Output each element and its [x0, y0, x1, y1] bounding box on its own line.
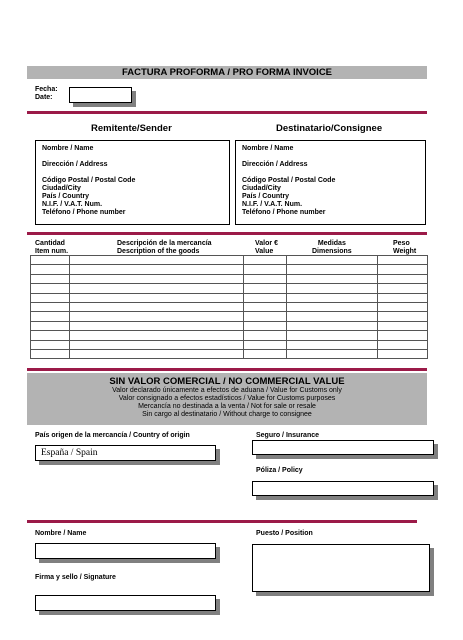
no-value-line-4: Sin cargo al destinatario / Without charge to consignee: [142, 411, 312, 418]
cell-weight[interactable]: [378, 256, 428, 265]
cell-description[interactable]: [69, 293, 244, 302]
insurance-label: Seguro / Insurance: [256, 432, 320, 439]
no-value-heading: SIN VALOR COMERCIAL / NO COMMERCIAL VALUE: [109, 376, 345, 387]
goods-table: [30, 255, 428, 359]
cell-weight[interactable]: [378, 284, 428, 293]
cell-quantity[interactable]: [31, 340, 70, 349]
consignee-heading: Destinatario/Consignee: [276, 123, 383, 134]
cell-value[interactable]: [244, 349, 287, 358]
cell-quantity[interactable]: [31, 312, 70, 321]
cell-quantity[interactable]: [31, 256, 70, 265]
cell-quantity[interactable]: [31, 349, 70, 358]
table-row: [31, 331, 428, 340]
cell-dimensions[interactable]: [287, 340, 378, 349]
origin-label: País origen de la mercancía / Country of origin: [35, 432, 190, 439]
cell-value[interactable]: [244, 274, 287, 283]
cell-dimensions[interactable]: [287, 265, 378, 274]
signature-field[interactable]: [35, 595, 216, 611]
cell-weight[interactable]: [378, 312, 428, 321]
cell-quantity[interactable]: [31, 265, 70, 274]
table-row: [31, 340, 428, 349]
cell-weight[interactable]: [378, 340, 428, 349]
consignee-phone-label: Teléfono / Phone number: [242, 209, 326, 216]
cell-dimensions[interactable]: [287, 293, 378, 302]
position-label: Puesto / Position: [256, 530, 313, 537]
cell-dimensions[interactable]: [287, 302, 378, 311]
position-field[interactable]: [252, 544, 430, 592]
consignee-vat-label: N.I.F. / V.A.T. Num.: [242, 201, 303, 208]
page-title: FACTURA PROFORMA / PRO FORMA INVOICE: [121, 67, 333, 78]
cell-quantity[interactable]: [31, 321, 70, 330]
no-value-line-1: Valor declarado únicamente a efectos de aduana / Value for Customs only: [112, 387, 342, 394]
cell-description[interactable]: [69, 312, 244, 321]
cell-weight[interactable]: [378, 331, 428, 340]
goods-table-body: [31, 256, 428, 359]
signature-label: Firma y sello / Signature: [35, 574, 116, 581]
consignee-address-label: Dirección / Address: [242, 161, 308, 168]
cell-dimensions[interactable]: [287, 312, 378, 321]
table-row: [31, 293, 428, 302]
table-row: [31, 274, 428, 283]
cell-description[interactable]: [69, 331, 244, 340]
cell-value[interactable]: [244, 340, 287, 349]
divider-2: [27, 232, 427, 235]
cell-value[interactable]: [244, 293, 287, 302]
cell-value[interactable]: [244, 265, 287, 274]
cell-dimensions[interactable]: [287, 321, 378, 330]
cell-quantity[interactable]: [31, 331, 70, 340]
cell-quantity[interactable]: [31, 274, 70, 283]
sender-city-label: Ciudad/City: [42, 185, 81, 192]
sender-postal-label: Código Postal / Postal Code: [42, 177, 136, 184]
table-row: [31, 284, 428, 293]
cell-description[interactable]: [69, 274, 244, 283]
col-header-dimensions: Medidas Dimensions: [312, 240, 352, 255]
cell-dimensions[interactable]: [287, 331, 378, 340]
divider-3: [27, 368, 427, 371]
no-value-line-2: Valor consignado a efectos estadísticos / Value for Customs purposes: [118, 395, 336, 402]
table-row: [31, 349, 428, 358]
cell-dimensions[interactable]: [287, 349, 378, 358]
cell-weight[interactable]: [378, 274, 428, 283]
cell-quantity[interactable]: [31, 293, 70, 302]
origin-field[interactable]: [35, 445, 216, 461]
sender-name-label: Nombre / Name: [42, 145, 94, 152]
col-header-quantity: Cantidad Item num.: [35, 240, 69, 255]
table-row: [31, 321, 428, 330]
table-row: [31, 302, 428, 311]
cell-quantity[interactable]: [31, 284, 70, 293]
cell-value[interactable]: [244, 321, 287, 330]
cell-value[interactable]: [244, 256, 287, 265]
cell-description[interactable]: [69, 321, 244, 330]
cell-weight[interactable]: [378, 321, 428, 330]
cell-description[interactable]: [69, 302, 244, 311]
col-header-weight: Peso Weight: [393, 240, 417, 255]
cell-weight[interactable]: [378, 293, 428, 302]
no-value-line-3: Mercancía no destinada a la venta / Not for sale or resale: [138, 403, 316, 410]
consignee-postal-label: Código Postal / Postal Code: [242, 177, 336, 184]
sender-address-label: Dirección / Address: [42, 161, 108, 168]
date-field[interactable]: [69, 87, 132, 103]
cell-weight[interactable]: [378, 302, 428, 311]
cell-value[interactable]: [244, 284, 287, 293]
col-header-description: Descripción de la mercancía Description of the goods: [117, 240, 212, 255]
insurance-field[interactable]: [252, 440, 434, 455]
cell-dimensions[interactable]: [287, 256, 378, 265]
consignee-name-label: Nombre / Name: [242, 145, 294, 152]
col-header-value: Valor € Value: [255, 240, 278, 255]
signatory-name-field[interactable]: [35, 543, 216, 559]
cell-weight[interactable]: [378, 349, 428, 358]
sender-phone-label: Teléfono / Phone number: [42, 209, 126, 216]
cell-dimensions[interactable]: [287, 274, 378, 283]
cell-weight[interactable]: [378, 265, 428, 274]
consignee-country-label: País / Country: [242, 193, 290, 200]
cell-value[interactable]: [244, 302, 287, 311]
cell-description[interactable]: [69, 349, 244, 358]
table-row: [31, 265, 428, 274]
sender-heading: Remitente/Sender: [91, 123, 172, 134]
table-row: [31, 256, 428, 265]
divider-1: [27, 111, 427, 114]
cell-description[interactable]: [69, 265, 244, 274]
date-label-en: Date:: [35, 94, 53, 101]
sender-country-label: País / Country: [42, 193, 90, 200]
table-row: [31, 312, 428, 321]
policy-label: Póliza / Policy: [256, 467, 303, 474]
divider-4: [27, 520, 417, 523]
date-label-es: Fecha:: [35, 86, 58, 93]
cell-quantity[interactable]: [31, 302, 70, 311]
origin-value: España / Spain: [41, 448, 98, 458]
consignee-city-label: Ciudad/City: [242, 185, 281, 192]
sender-vat-label: N.I.F. / V.A.T. Num.: [42, 201, 103, 208]
policy-field[interactable]: [252, 481, 434, 496]
cell-value[interactable]: [244, 312, 287, 321]
cell-description[interactable]: [69, 284, 244, 293]
cell-description[interactable]: [69, 256, 244, 265]
cell-dimensions[interactable]: [287, 284, 378, 293]
signatory-name-label: Nombre / Name: [35, 530, 87, 537]
cell-value[interactable]: [244, 331, 287, 340]
cell-description[interactable]: [69, 340, 244, 349]
